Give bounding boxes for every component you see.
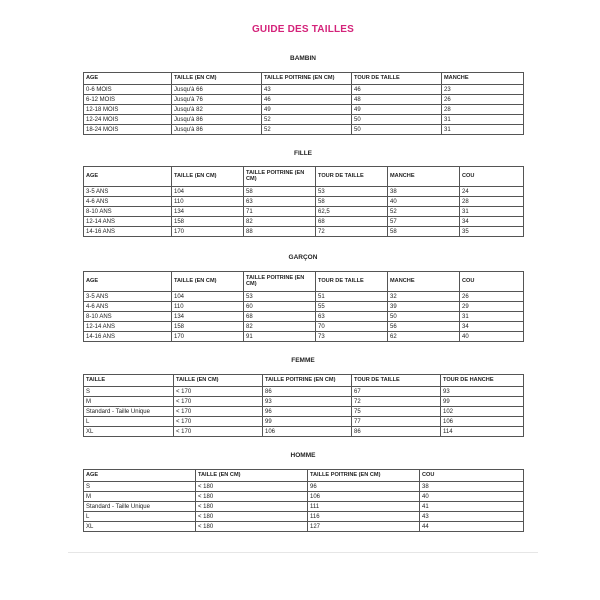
table-cell: 99 — [441, 397, 524, 407]
table-cell: 77 — [352, 417, 441, 427]
table-cell: 106 — [441, 417, 524, 427]
table-cell: 46 — [262, 95, 352, 105]
header-cell: COU — [460, 272, 524, 292]
table-homme — [83, 469, 524, 532]
table-cell: 99 — [263, 417, 352, 427]
table-cell: 6-12 MOIS — [84, 95, 172, 105]
table-cell: 67 — [352, 387, 441, 397]
table-cell: 39 — [388, 302, 460, 312]
table-cell: M — [84, 492, 196, 502]
table-cell: 12-24 MOIS — [84, 115, 172, 125]
header-cell: MANCHE — [388, 272, 460, 292]
table-cell: 58 — [316, 197, 388, 207]
table-cell: 170 — [172, 332, 244, 342]
table-cell: < 180 — [196, 502, 308, 512]
table-row — [84, 85, 524, 95]
table-cell: < 170 — [174, 397, 263, 407]
table-row — [84, 115, 524, 125]
header-cell: TAILLE POITRINE (EN CM) — [244, 272, 316, 292]
table-cell: 53 — [244, 292, 316, 302]
table-cell: Jusqu'à 76 — [172, 95, 262, 105]
table-cell: 4-6 ANS — [84, 197, 172, 207]
header-cell: AGE — [84, 272, 172, 292]
header-cell: TAILLE POITRINE (EN CM) — [244, 167, 316, 187]
table-cell: 62,5 — [316, 207, 388, 217]
table-cell: 110 — [172, 197, 244, 207]
table-cell: 57 — [388, 217, 460, 227]
table-cell: < 170 — [174, 427, 263, 437]
table-cell: S — [84, 482, 196, 492]
table-cell: 70 — [316, 322, 388, 332]
table-cell: Jusqu'à 66 — [172, 85, 262, 95]
header-cell: MANCHE — [442, 73, 524, 85]
table-cell: 106 — [263, 427, 352, 437]
table-bambin — [83, 72, 524, 135]
header-cell: AGE — [84, 73, 172, 85]
table-header-row — [84, 73, 524, 85]
table-row — [84, 95, 524, 105]
table-cell: 82 — [244, 217, 316, 227]
table-cell: 29 — [460, 302, 524, 312]
header-cell: COU — [420, 470, 524, 482]
table-cell: 14-16 ANS — [84, 332, 172, 342]
table-cell: 38 — [420, 482, 524, 492]
table-cell: 50 — [352, 125, 442, 135]
table-cell: 3-5 ANS — [84, 187, 172, 197]
table-cell: 26 — [442, 95, 524, 105]
table-row — [84, 492, 524, 502]
table-cell: 104 — [172, 292, 244, 302]
table-row — [84, 407, 524, 417]
table-cell: 68 — [316, 217, 388, 227]
header-cell: MANCHE — [388, 167, 460, 187]
table-cell: 48 — [352, 95, 442, 105]
table-row — [84, 125, 524, 135]
header-cell: TOUR DE TAILLE — [316, 272, 388, 292]
table-cell: 51 — [316, 292, 388, 302]
table-row — [84, 417, 524, 427]
header-cell: TAILLE (EN CM) — [196, 470, 308, 482]
table-cell: < 180 — [196, 512, 308, 522]
table-header-row — [84, 375, 524, 387]
table-cell: 134 — [172, 207, 244, 217]
table-cell: 0-6 MOIS — [84, 85, 172, 95]
table-cell: 4-6 ANS — [84, 302, 172, 312]
table-cell: S — [84, 387, 174, 397]
table-header-row — [84, 470, 524, 482]
table-cell: 116 — [308, 512, 420, 522]
table-cell: 68 — [244, 312, 316, 322]
table-cell: L — [84, 512, 196, 522]
section-title-femme: FEMME — [291, 357, 315, 364]
header-cell: TAILLE — [84, 375, 174, 387]
table-row — [84, 512, 524, 522]
table-cell: 31 — [442, 115, 524, 125]
table-cell: 40 — [460, 332, 524, 342]
table-cell: 86 — [352, 427, 441, 437]
table-header-row — [84, 272, 524, 292]
table-cell: Standard - Taille Unique — [84, 407, 174, 417]
size-guide-page — [68, 0, 538, 553]
table-cell: 50 — [352, 115, 442, 125]
table-cell: 104 — [172, 187, 244, 197]
header-cell: TOUR DE TAILLE — [352, 375, 441, 387]
table-cell: 60 — [244, 302, 316, 312]
table-cell: 49 — [352, 105, 442, 115]
table-row — [84, 397, 524, 407]
header-cell: AGE — [84, 470, 196, 482]
table-cell: 3-5 ANS — [84, 292, 172, 302]
table-cell: 58 — [244, 187, 316, 197]
table-cell: 50 — [388, 312, 460, 322]
table-header-row — [84, 167, 524, 187]
table-femme — [83, 374, 524, 437]
table-row — [84, 302, 524, 312]
table-cell: 134 — [172, 312, 244, 322]
table-row — [84, 217, 524, 227]
header-cell: TAILLE (EN CM) — [172, 272, 244, 292]
table-cell: 86 — [263, 387, 352, 397]
table-cell: 41 — [420, 502, 524, 512]
table-cell: 43 — [420, 512, 524, 522]
header-cell: TOUR DE HANCHE — [441, 375, 524, 387]
header-cell: TAILLE POITRINE (EN CM) — [262, 73, 352, 85]
table-cell: XL — [84, 427, 174, 437]
section-title-homme: HOMME — [290, 452, 316, 459]
header-cell: TAILLE (EN CM) — [174, 375, 263, 387]
table-cell: L — [84, 417, 174, 427]
table-cell: < 180 — [196, 492, 308, 502]
table-cell: 158 — [172, 322, 244, 332]
page-title: GUIDE DES TAILLES — [251, 24, 355, 35]
table-row — [84, 292, 524, 302]
table-row — [84, 482, 524, 492]
table-row — [84, 522, 524, 532]
header-cell: TAILLE (EN CM) — [172, 73, 262, 85]
table-row — [84, 427, 524, 437]
table-cell: 38 — [388, 187, 460, 197]
header-cell: TOUR DE TAILLE — [352, 73, 442, 85]
table-cell: 28 — [442, 105, 524, 115]
header-cell: TAILLE POITRINE (EN CM) — [263, 375, 352, 387]
table-cell: 46 — [352, 85, 442, 95]
table-cell: 58 — [388, 227, 460, 237]
table-cell: 31 — [442, 125, 524, 135]
table-cell: 8-10 ANS — [84, 207, 172, 217]
table-cell: 14-16 ANS — [84, 227, 172, 237]
table-cell: Standard - Taille Unique — [84, 502, 196, 512]
table-cell: 72 — [352, 397, 441, 407]
table-fille — [83, 166, 524, 237]
table-row — [84, 332, 524, 342]
table-cell: < 180 — [196, 482, 308, 492]
table-cell: 40 — [388, 197, 460, 207]
table-cell: 49 — [262, 105, 352, 115]
table-row — [84, 387, 524, 397]
table-cell: 52 — [388, 207, 460, 217]
header-cell: TAILLE (EN CM) — [172, 167, 244, 187]
table-cell: 56 — [388, 322, 460, 332]
table-cell: < 170 — [174, 417, 263, 427]
table-cell: 34 — [460, 217, 524, 227]
table-cell: < 180 — [196, 522, 308, 532]
header-cell: TOUR DE TAILLE — [316, 167, 388, 187]
table-cell: 63 — [244, 197, 316, 207]
table-garcon — [83, 271, 524, 342]
table-cell: 93 — [441, 387, 524, 397]
table-cell: 18-24 MOIS — [84, 125, 172, 135]
table-cell: M — [84, 397, 174, 407]
table-cell: 12-14 ANS — [84, 322, 172, 332]
table-cell: 24 — [460, 187, 524, 197]
table-cell: Jusqu'à 86 — [172, 115, 262, 125]
table-cell: 52 — [262, 125, 352, 135]
table-cell: 53 — [316, 187, 388, 197]
section-title-fille: FILLE — [293, 150, 313, 157]
table-row — [84, 105, 524, 115]
table-cell: 110 — [172, 302, 244, 312]
table-row — [84, 207, 524, 217]
table-cell: 102 — [441, 407, 524, 417]
table-row — [84, 322, 524, 332]
table-cell: 28 — [460, 197, 524, 207]
table-cell: < 170 — [174, 387, 263, 397]
table-cell: 34 — [460, 322, 524, 332]
table-row — [84, 187, 524, 197]
table-cell: 111 — [308, 502, 420, 512]
table-row — [84, 312, 524, 322]
table-cell: 96 — [308, 482, 420, 492]
section-title-garcon: GARÇON — [288, 254, 318, 261]
table-cell: 23 — [442, 85, 524, 95]
table-cell: Jusqu'à 82 — [172, 105, 262, 115]
table-cell: 93 — [263, 397, 352, 407]
table-row — [84, 502, 524, 512]
table-cell: 62 — [388, 332, 460, 342]
table-cell: 12-18 MOIS — [84, 105, 172, 115]
header-cell: TAILLE POITRINE (EN CM) — [308, 470, 420, 482]
table-cell: 82 — [244, 322, 316, 332]
header-cell: COU — [460, 167, 524, 187]
table-cell: 127 — [308, 522, 420, 532]
table-cell: 55 — [316, 302, 388, 312]
table-cell: XL — [84, 522, 196, 532]
table-cell: 44 — [420, 522, 524, 532]
table-cell: 40 — [420, 492, 524, 502]
table-cell: 73 — [316, 332, 388, 342]
table-cell: 31 — [460, 312, 524, 322]
table-cell: 170 — [172, 227, 244, 237]
table-cell: 75 — [352, 407, 441, 417]
table-cell: 71 — [244, 207, 316, 217]
table-cell: 32 — [388, 292, 460, 302]
table-cell: 106 — [308, 492, 420, 502]
table-cell: 43 — [262, 85, 352, 95]
table-cell: 31 — [460, 207, 524, 217]
table-row — [84, 227, 524, 237]
table-cell: 158 — [172, 217, 244, 227]
table-cell: 52 — [262, 115, 352, 125]
table-cell: Jusqu'à 86 — [172, 125, 262, 135]
table-cell: 72 — [316, 227, 388, 237]
table-cell: 114 — [441, 427, 524, 437]
section-title-bambin: BAMBIN — [290, 55, 316, 62]
table-cell: 88 — [244, 227, 316, 237]
table-cell: 12-14 ANS — [84, 217, 172, 227]
table-row — [84, 197, 524, 207]
table-cell: 91 — [244, 332, 316, 342]
table-cell: 96 — [263, 407, 352, 417]
table-cell: 63 — [316, 312, 388, 322]
header-cell: AGE — [84, 167, 172, 187]
table-cell: < 170 — [174, 407, 263, 417]
table-cell: 26 — [460, 292, 524, 302]
table-cell: 35 — [460, 227, 524, 237]
table-cell: 8-10 ANS — [84, 312, 172, 322]
